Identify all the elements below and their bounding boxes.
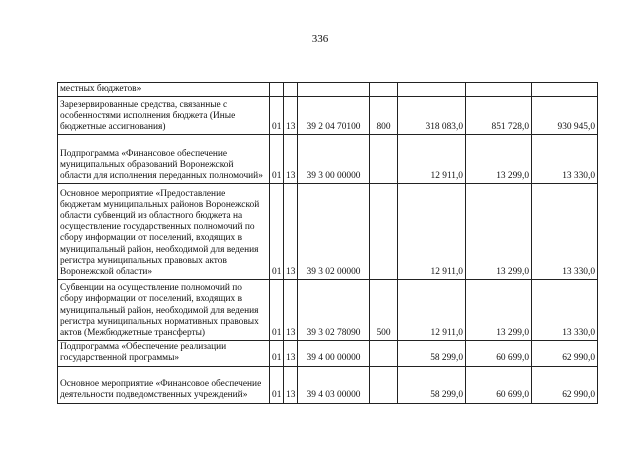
row-name-cell: местных бюджетов» [58,83,270,97]
sum-year3-cell: 13 330,0 [532,280,598,341]
vr-cell [370,341,398,366]
sum-year2-cell: 60 699,0 [466,341,532,366]
table-row [58,135,598,184]
row-name-cell: Субвенции на осуществление полномочий по сбору информации от поселений, входящих в муниципальный район, необходимой для ведения регистра муниципальных нормативных правовых актов (Межбюджетные трансферты) [58,280,270,341]
sum-year2-cell: 13 299,0 [466,280,532,341]
vr-cell [370,135,398,184]
podrazdel-cell: 13 [284,135,298,184]
sum-year1-cell: 318 083,0 [398,97,466,135]
vr-cell [370,184,398,280]
vr-cell [370,366,398,403]
vr-cell: 500 [370,280,398,341]
sum-year1-cell: 12 911,0 [398,184,466,280]
sum-year1-cell [398,83,466,97]
csr-cell [298,83,370,97]
table-row [58,184,598,280]
csr-cell: 39 4 03 00000 [298,366,370,403]
vr-cell: 800 [370,97,398,135]
razdel-cell [270,83,284,97]
razdel-cell: 01 [270,341,284,366]
csr-cell: 39 3 02 78090 [298,280,370,341]
podrazdel-cell [284,83,298,97]
sum-year2-cell: 13 299,0 [466,184,532,280]
vr-cell [370,83,398,97]
table-row [58,280,598,341]
razdel-cell: 01 [270,135,284,184]
sum-year1-cell: 12 911,0 [398,135,466,184]
sum-year3-cell [532,83,598,97]
table-row [58,366,598,403]
sum-year1-cell: 58 299,0 [398,366,466,403]
podrazdel-cell: 13 [284,341,298,366]
row-name-cell: Основное мероприятие «Предоставление бюджетам муниципальных районов Воронежской области субвенций из областного бюджета на осуществление государственных полномочий по сбору информации от поселений, входящих в муниципальный район, необходимой для ведения регистра муниципальных правовых актов Воронежской области» [58,184,270,280]
csr-cell: 39 3 00 00000 [298,135,370,184]
sum-year3-cell: 930 945,0 [532,97,598,135]
row-name-cell: Подпрограмма «Обеспечение реализации государственной программы» [58,341,270,366]
podrazdel-cell: 13 [284,184,298,280]
sum-year3-cell: 13 330,0 [532,135,598,184]
table-row [58,97,598,135]
razdel-cell: 01 [270,184,284,280]
row-name-cell: Подпрограмма «Финансовое обеспечение муниципальных образований Воронежской области для исполнения переданных полномочий» [58,135,270,184]
table-row [58,341,598,366]
razdel-cell: 01 [270,280,284,341]
table-row [58,83,598,97]
podrazdel-cell: 13 [284,97,298,135]
razdel-cell: 01 [270,97,284,135]
csr-cell: 39 4 00 00000 [298,341,370,366]
row-name-cell: Зарезервированные средства, связанные с особенностями исполнения бюджета (Иные бюджетные ассигнования) [58,97,270,135]
sum-year2-cell: 851 728,0 [466,97,532,135]
budget-table [57,82,598,404]
podrazdel-cell: 13 [284,366,298,403]
sum-year3-cell: 13 330,0 [532,184,598,280]
csr-cell: 39 3 02 00000 [298,184,370,280]
podrazdel-cell: 13 [284,280,298,341]
sum-year3-cell: 62 990,0 [532,366,598,403]
sum-year2-cell [466,83,532,97]
sum-year1-cell: 58 299,0 [398,341,466,366]
sum-year2-cell: 13 299,0 [466,135,532,184]
sum-year3-cell: 62 990,0 [532,341,598,366]
razdel-cell: 01 [270,366,284,403]
page-number: 336 [311,33,329,45]
row-name-cell: Основное мероприятие «Финансовое обеспечение деятельности подведомственных учреждений» [58,366,270,403]
csr-cell: 39 2 04 70100 [298,97,370,135]
sum-year1-cell: 12 911,0 [398,280,466,341]
sum-year2-cell: 60 699,0 [466,366,532,403]
